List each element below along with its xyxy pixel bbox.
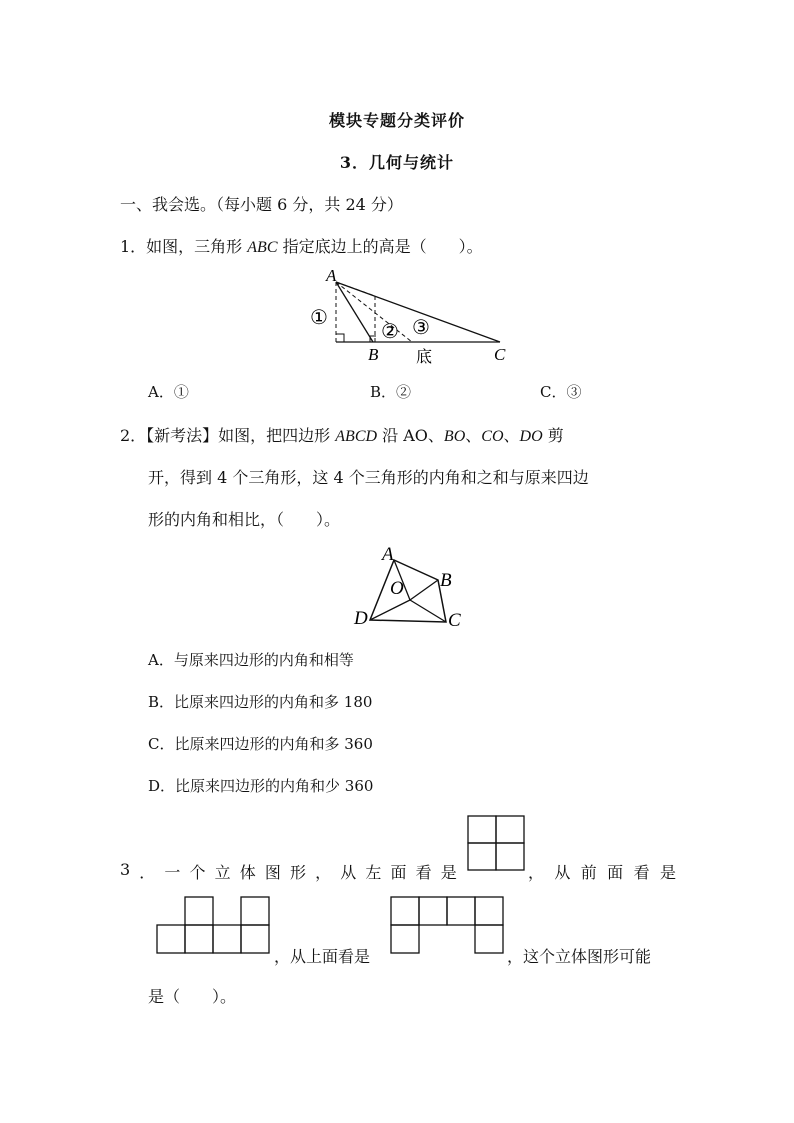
q3-char: 形 — [290, 863, 307, 882]
height-label-1: ① — [310, 307, 328, 329]
q3-char: 从 — [340, 863, 357, 882]
vertex-c: C — [448, 610, 461, 631]
vertex-c: C — [494, 345, 506, 364]
square — [496, 843, 524, 870]
page-title: 模块专题分类评价 — [328, 111, 465, 130]
q2-option-d[interactable]: D．比原来四边形的内角和少 360 — [148, 777, 374, 795]
q3-line-2-mid: ，从上面看是 — [274, 947, 371, 966]
q2-line-1-mid: 沿 AO、 — [382, 426, 444, 445]
q3-char: 前 — [580, 863, 597, 882]
square — [419, 897, 447, 925]
q3-char: 体 — [239, 863, 256, 882]
q3-char: 一 — [164, 863, 181, 882]
q3-char: ． — [139, 863, 156, 882]
right-angle-mark-1 — [336, 334, 344, 342]
q3-char: 是 — [659, 863, 676, 882]
q3-line-2-end: ，这个立体图形可能 — [507, 947, 652, 966]
q3-char: ， — [528, 863, 545, 882]
q2-line-2: 开，得到 4 个三角形，这 4 个三角形的内角和之和与原来四边 — [148, 468, 589, 487]
q3-char: 面 — [390, 863, 407, 882]
square — [468, 843, 496, 870]
q3-line-1-tail — [528, 860, 676, 883]
q1-option-a[interactable]: A．① — [148, 383, 189, 401]
square — [391, 897, 419, 925]
q3-char: 个 — [189, 863, 206, 882]
q2-line-1-end: 剪 — [547, 426, 564, 445]
q2-line-1-sep-2: 、 — [465, 426, 482, 445]
q2-line-1-bo: BO — [443, 428, 466, 445]
q2-option-a[interactable]: A．与原来四边形的内角和相等 — [148, 651, 354, 669]
square — [213, 925, 241, 953]
q3-char: 3 — [120, 860, 131, 879]
q3-front-view-figure — [156, 896, 274, 956]
q1-option-b[interactable]: B．② — [370, 383, 412, 401]
vertex-d: D — [354, 608, 368, 629]
q2-option-b[interactable]: B．比原来四边形的内角和多 180 — [148, 693, 373, 711]
point-o: O — [390, 578, 404, 599]
q2-line-1-var: ABCD — [335, 428, 378, 445]
square — [447, 897, 475, 925]
quadrilateral-abcd — [370, 560, 446, 622]
square — [475, 897, 503, 925]
q3-top-view-figure — [390, 896, 508, 956]
square — [496, 816, 524, 843]
height-label-3: ③ — [412, 317, 430, 339]
base-label: 底 — [416, 349, 433, 366]
q2-line-1-co: CO — [481, 428, 504, 445]
q2-option-c[interactable]: C．比原来四边形的内角和多 360 — [148, 735, 373, 753]
q2-line-1-do: DO — [519, 428, 543, 445]
q3-char: 从 — [554, 863, 571, 882]
q3-char: 是 — [440, 863, 457, 882]
square — [391, 925, 419, 953]
segment-co — [410, 600, 446, 622]
square — [157, 925, 185, 953]
square — [185, 897, 213, 925]
q3-char: 左 — [365, 863, 382, 882]
q3-char: ， — [315, 863, 332, 882]
q2-line-1-pre: 2．【新考法】如图，把四边形 — [120, 426, 331, 445]
q3-line-1-lead — [120, 860, 457, 883]
vertex-a: A — [382, 544, 394, 565]
q3-char: 面 — [607, 863, 624, 882]
square — [241, 925, 269, 953]
q3-char: 图 — [264, 863, 281, 882]
q1-option-c[interactable]: C．③ — [540, 383, 582, 401]
q1-stem — [120, 234, 483, 257]
q2-quadrilateral-figure — [350, 540, 470, 632]
square — [475, 925, 503, 953]
section-heading: 一、我会选。（每小题 6 分，共 24 分） — [120, 195, 403, 214]
square — [468, 816, 496, 843]
vertex-a: A — [326, 266, 337, 285]
q3-left-view-figure — [467, 815, 527, 872]
q3-char: 看 — [633, 863, 650, 882]
q1-stem-var: ABC — [247, 239, 278, 256]
q1-stem-pre: 1．如图，三角形 — [120, 237, 243, 256]
segment-bo — [410, 580, 438, 600]
vertex-b: B — [440, 570, 452, 591]
q2-line-1 — [120, 423, 676, 446]
side-ab — [336, 282, 373, 342]
page-subtitle: 3．几何与统计 — [339, 153, 455, 172]
height-3 — [336, 282, 412, 342]
q2-line-1-sep-3: 、 — [503, 426, 520, 445]
height-label-2: ② — [381, 321, 399, 343]
q1-stem-post: 指定底边上的高是（ ）。 — [282, 237, 483, 256]
q3-line-3: 是（ ）。 — [148, 987, 237, 1006]
vertex-b: B — [368, 345, 379, 364]
q3-char: 立 — [214, 863, 231, 882]
square — [241, 897, 269, 925]
q2-line-3: 形的内角和相比，（ ）。 — [148, 510, 341, 529]
q1-triangle-figure — [300, 262, 520, 370]
square — [185, 925, 213, 953]
q3-char: 看 — [415, 863, 432, 882]
